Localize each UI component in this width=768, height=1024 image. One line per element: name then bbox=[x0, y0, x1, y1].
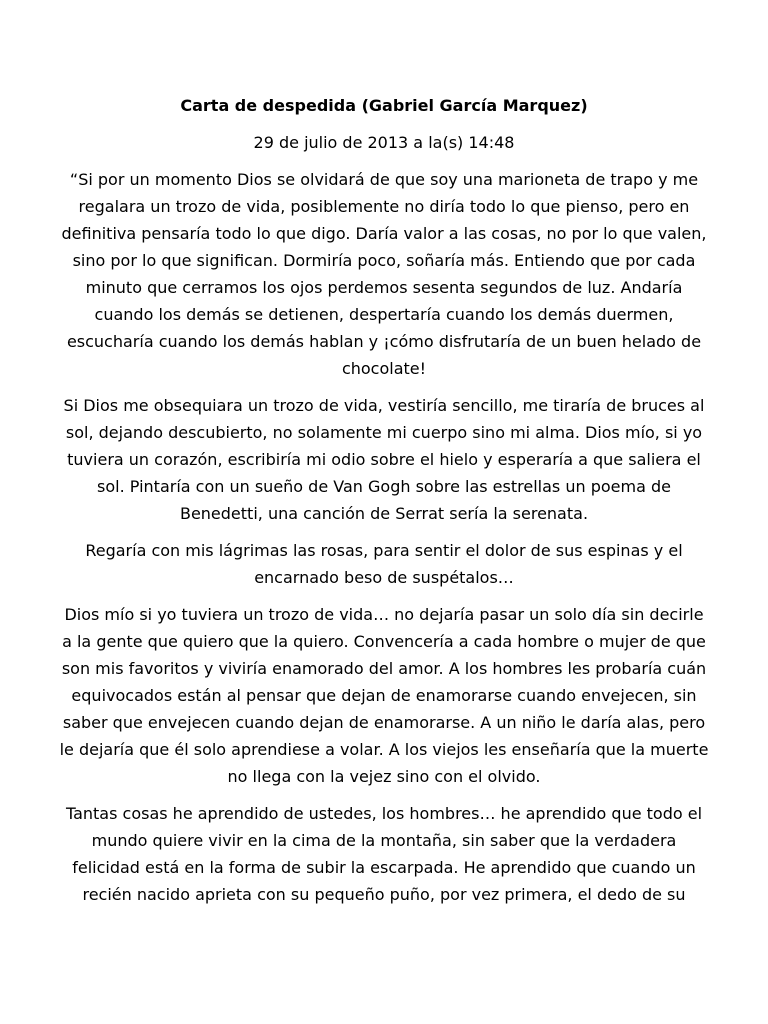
paragraph-5: Tantas cosas he aprendido de ustedes, los hombres… he aprendido que todo el mundo quiere vivir en la cima de la montaña, sin saber que la verdadera felicidad está en la forma de subir la escarpada. He aprendido que cuando un recién nacido aprieta con su pequeño puño, por vez primera, el dedo de su bbox=[65, 804, 703, 904]
paragraph-2: Si Dios me obsequiara un trozo de vida, vestiría sencillo, me tiraría de bruces al sol, dejando descubierto, no solamente mi cuerpo sino mi alma. Dios mío, si yo tuviera un corazón, escribiría mi odio sobre el hielo y esperaría a que saliera el sol. Pintaría con un sueño de Van Gogh sobre las estrellas un poema de Benedetti, una canción de Serrat sería la serenata. bbox=[63, 396, 705, 523]
paragraph-4: Dios mío si yo tuviera un trozo de vida… no dejaría pasar un solo día sin decirle a la gente que quiero que la quiero. Convencería a cada hombre o mujer de que son mis favoritos y viviría enamorado del amor. A los hombres les probaría cuán equivocados están al pensar que dejan de enamorarse cuando envejecen, sin saber que envejecen cuando dejan de enamorarse. A un niño le daría alas, pero le dejaría que él solo aprendiese a volar. A los viejos les enseñaría que la muerte no llega con la vejez sino con el olvido. bbox=[59, 605, 709, 786]
paragraph-1: “Si por un momento Dios se olvidará de que soy una marioneta de trapo y me regalara un trozo de vida, posiblemente no diría todo lo que pienso, pero en definitiva pensaría todo lo que digo. Daría valor a las cosas, no por lo que valen, sino por lo que significan. Dormiría poco, soñaría más. Entiendo que por cada minuto que cerramos los ojos perdemos sesenta segundos de luz. Andaría cuando los demás se detienen, despertaría cuando los demás duermen, escucharía cuando los demás hablan y ¡cómo disfrutaría de un buen helado de chocolate! bbox=[61, 170, 707, 378]
document-date: 29 de julio de 2013 a la(s) 14:48 bbox=[253, 133, 515, 152]
paragraph-3: Regaría con mis lágrimas las rosas, para sentir el dolor de sus espinas y el encarnado beso de suspétalos… bbox=[85, 541, 683, 587]
document-title: Carta de despedida (Gabriel García Marquez) bbox=[180, 96, 588, 115]
document-body bbox=[58, 92, 710, 918]
